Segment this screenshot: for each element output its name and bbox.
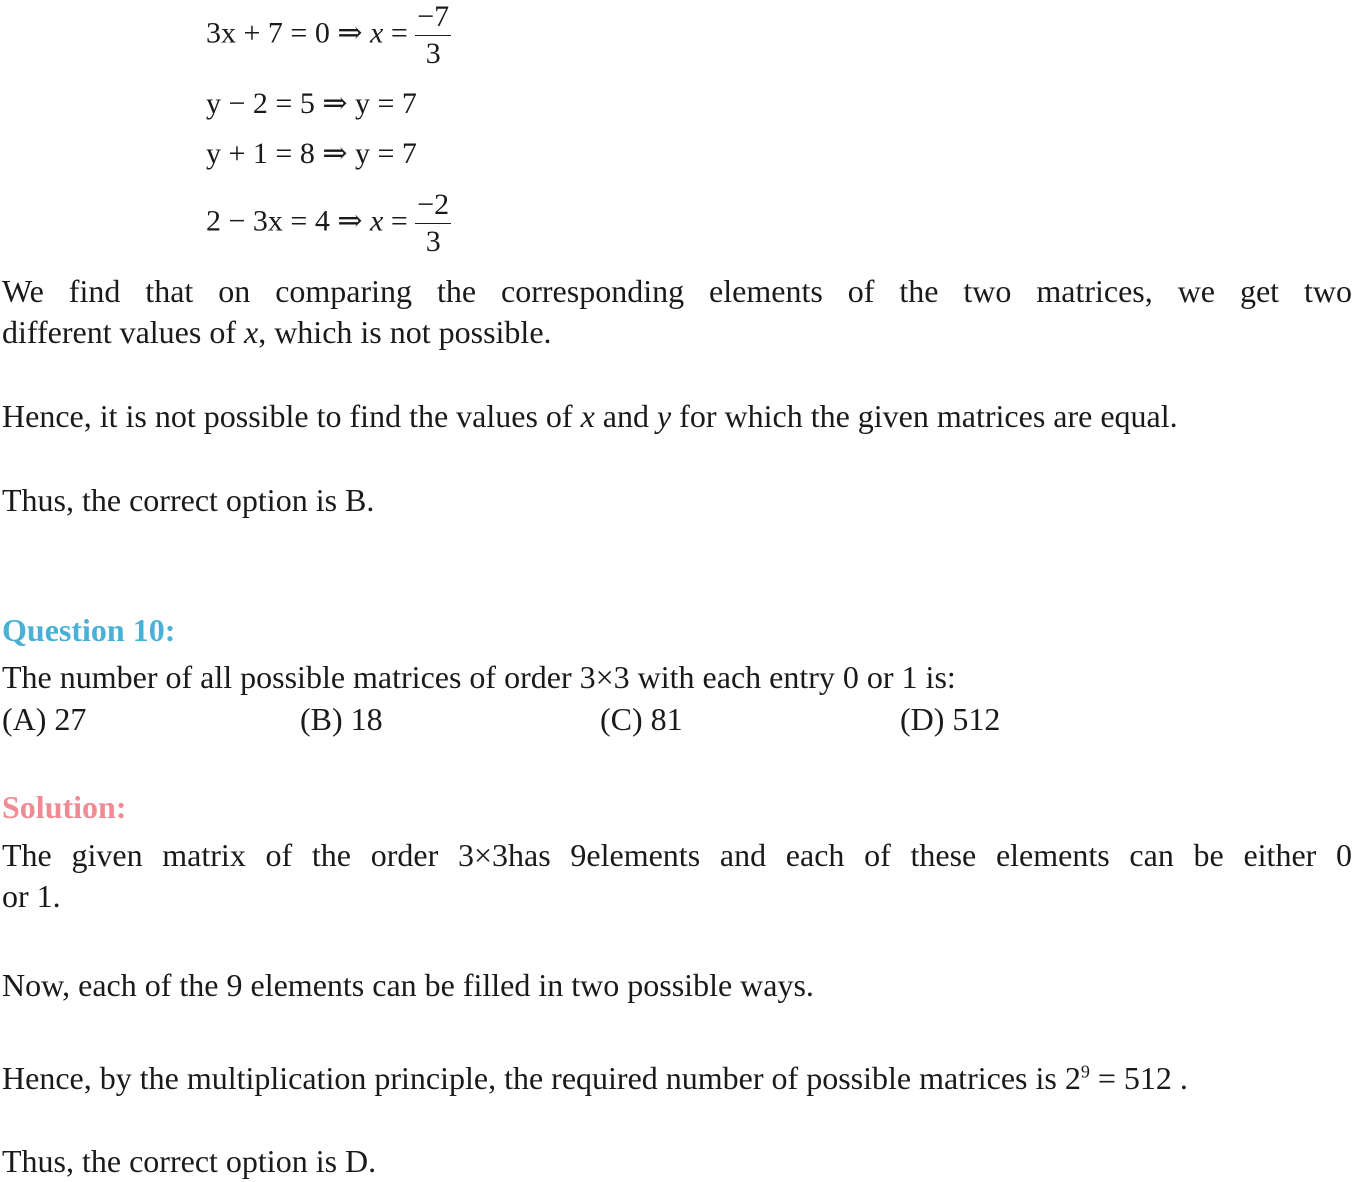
option-d: (D) 512: [900, 701, 1001, 737]
math-variable: x: [580, 398, 595, 434]
text: Now, each of the: [2, 967, 227, 1003]
text: with each entry 0 or 1 is:: [629, 659, 956, 695]
conclusion-b: Thus, the correct option is B.: [2, 482, 375, 518]
equation-variable: x: [369, 204, 384, 238]
solution-paragraph: [2, 1060, 1188, 1097]
fraction-denominator: 3: [425, 225, 441, 258]
implies-arrow: ⇒: [337, 204, 363, 238]
matrix-order: 3×3: [579, 659, 630, 695]
fraction-numerator: −2: [417, 188, 450, 221]
fraction: [415, 0, 451, 71]
question-heading: Question 10:: [2, 612, 176, 648]
text: Hence, it is not possible to find the values of: [2, 398, 581, 434]
fraction-bar: [415, 223, 451, 224]
implies-arrow: ⇒: [322, 137, 348, 170]
text: The number of all possible matrices of order: [2, 659, 580, 695]
conclusion-d: Thus, the correct option is D.: [2, 1143, 377, 1179]
solution-paragraph: [2, 967, 814, 1004]
math-variable: y: [656, 398, 672, 434]
equation-variable: x: [369, 16, 384, 50]
fraction-denominator: 3: [425, 37, 441, 70]
text: , which is not possible.: [258, 314, 552, 350]
equation-lhs: y − 2 = 5: [206, 87, 315, 120]
matrix-order: 3×3: [457, 837, 509, 873]
text: different values of: [2, 314, 244, 350]
equation-1: [206, 0, 451, 71]
equation-lhs: y + 1 = 8: [206, 137, 315, 170]
option-c: (C) 81: [600, 701, 683, 737]
paragraph-line: We find that on comparing the corresponding elements of the two matrices, we get two: [2, 273, 1352, 309]
solution-line: or 1.: [2, 878, 61, 914]
equation-rhs: y = 7: [354, 87, 417, 120]
text: elements and each of these elements can be either 0: [586, 837, 1353, 873]
power-base: 2: [1064, 1060, 1081, 1096]
equals-sign: =: [390, 204, 408, 238]
math-variable: x: [243, 314, 259, 350]
number: 9: [570, 837, 587, 873]
implies-arrow: ⇒: [322, 87, 348, 120]
fraction: [415, 188, 451, 259]
question-text: [2, 659, 956, 696]
equation-4: [206, 188, 451, 259]
equation-rhs: y = 7: [354, 137, 417, 170]
equation-3: [206, 136, 417, 171]
option-b: (B) 18: [300, 701, 383, 737]
number: 9: [226, 967, 243, 1003]
text: Hence, by the multiplication principle, the required number of possible matrices is: [2, 1060, 1065, 1096]
paragraph-line: [2, 314, 552, 351]
power-exponent: 9: [1080, 1061, 1090, 1082]
text: and: [594, 398, 657, 434]
option-a: (A) 27: [2, 701, 87, 737]
equals-sign: =: [390, 16, 408, 50]
equation-2: [206, 86, 417, 121]
fraction-bar: [415, 35, 451, 36]
text: elements can be filled in two possible ways.: [242, 967, 814, 1003]
text: The given matrix of the order: [2, 837, 458, 873]
result: = 512 .: [1089, 1060, 1188, 1096]
text: has: [508, 837, 571, 873]
text: for which the given matrices are equal.: [671, 398, 1178, 434]
equation-lhs: 3x + 7 = 0: [206, 16, 330, 50]
solution-line: [2, 837, 1352, 874]
equation-lhs: 2 − 3x = 4: [206, 204, 330, 238]
solution-heading: Solution:: [2, 789, 127, 825]
paragraph: [2, 398, 1178, 435]
implies-arrow: ⇒: [337, 16, 363, 50]
fraction-numerator: −7: [417, 0, 450, 33]
